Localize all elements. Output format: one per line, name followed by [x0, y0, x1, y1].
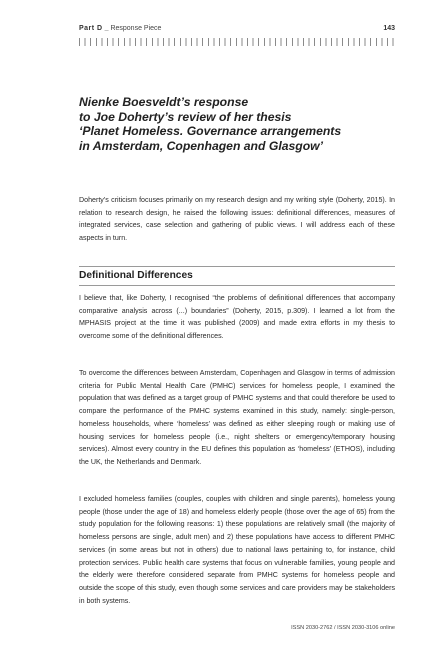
title-line: Nienke Boesveldt’s response [79, 95, 249, 109]
body-paragraph: I believe that, like Doherty, I recognised “the problems of definitional differences that accompany comparative analysis across (...) boundaries” (Doherty, 2015, p.309). I learned a lot from the MPHASIS project at the time it was published (2009) and made extra efforts in my thesis to overcome some of the definitional differences. [79, 294, 395, 341]
page-number: 143 [383, 25, 395, 32]
heading-rule-top [79, 266, 395, 267]
decorative-tick-rule [79, 38, 395, 46]
part-label: Part D [79, 25, 103, 32]
body-paragraph: I excluded homeless families (couples, couples with children and single parents), homeless young people (those under the age of 18) and homeless elderly people (those over the age of 65) from the study population for the following reasons: 1) these populations are relatively small (the majority of homeless persons are single, adult men) and 2) these populations have access to different PMHC services (in some areas but not in others) due to national laws pertaining to, for instance, child protection services. Public health care systems that focus on vulnerable families, young people and the elderly were therefore considered separate from PMHC systems for homeless people and outside the scope of this study, even though some services and care providers may be stakeholders in both systems. [79, 495, 395, 605]
issn-footer: ISSN 2030-2762 / ISSN 2030-3106 online [291, 625, 395, 631]
title-line: ‘Planet Homeless. Governance arrangements [79, 124, 342, 139]
article-title [79, 95, 419, 153]
title-line: in Amsterdam, Copenhagen and Glasgow’ [79, 138, 324, 153]
section-label: Response Piece [110, 25, 162, 32]
body-paragraph: To overcome the differences between Amsterdam, Copenhagen and Glasgow in terms of admission criteria for Public Mental Health Care (PMHC) services for homeless people, I examined the population that was defined as a target group of PMHC systems and that could therefore be used to compare the performance of the PMHC systems examined in this study, namely: single-person, homeless households, where ‘homeless’ was defined as either sleeping rough or making use of housing services for homeless people (i.e., night shelters or emergency/temporary housing services). Almost every country in the EU defines this population as ‘homeless’ (ETHOS), including the UK, the Netherlands and Denmark. [79, 369, 395, 466]
title-line: to Joe Doherty’s review of her thesis [79, 109, 292, 124]
running-head [79, 23, 395, 35]
heading-rule-bottom [79, 285, 395, 286]
section-heading: Definitional Differences [79, 270, 193, 281]
running-head-separator: _ [104, 25, 109, 32]
intro-paragraph: Doherty’s criticism focuses primarily on my research design and my writing style (Doherty, 2015). In relation to research design, he raised the following issues: definitional differences, measures of integrated services, case selection and gathering of public views. I will address each of these aspects in turn. [79, 196, 395, 243]
